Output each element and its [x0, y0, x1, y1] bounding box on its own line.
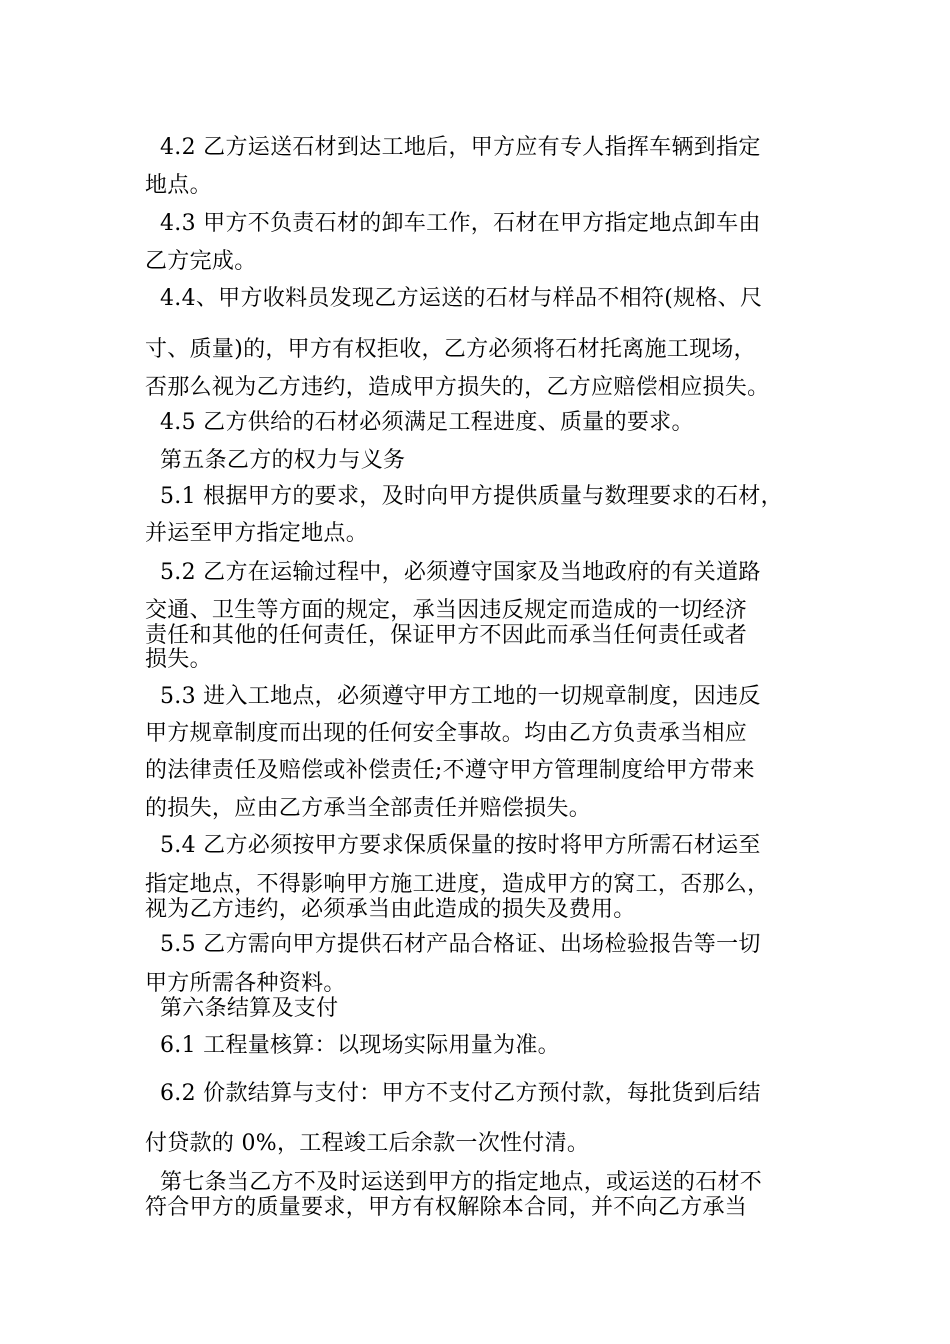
- clause-6-1-line-1: 6.1 工程量核算：以现场实际用量为准。: [160, 1033, 560, 1058]
- clause-5-2-line-3: 责任和其他的任何责任，保证甲方不因此而承当任何责任或者: [145, 623, 748, 648]
- clause-5-4-line-2: 指定地点，不得影响甲方施工进度，造成甲方的窝工，否那么，: [145, 872, 770, 897]
- clause-4-3-line-2: 乙方完成。: [145, 249, 257, 274]
- clause-5-3-line-4: 的损失，应由乙方承当全部责任并赔偿损失。: [145, 796, 592, 821]
- clause-5-2-line-4: 损失。: [145, 647, 212, 672]
- clause-5-3-line-1: 5.3 进入工地点，必须遵守甲方工地的一切规章制度，因违反: [160, 684, 761, 709]
- clause-5-1-line-1: 5.1 根据甲方的要求，及时向甲方提供质量与数理要求的石材，: [160, 484, 783, 509]
- section-7-line-2: 符合甲方的质量要求，甲方有权解除本合同，并不向乙方承当: [145, 1195, 748, 1220]
- clause-5-1-line-2: 并运至甲方指定地点。: [145, 521, 369, 546]
- clause-5-3-line-2: 甲方规章制度而出现的任何安全事故。均由乙方负责承当相应: [145, 721, 748, 746]
- section-6-heading: 第六条结算及支付: [160, 996, 339, 1021]
- clause-4-3-line-1: 4.3 甲方不负责石材的卸车工作，石材在甲方指定地点卸车由: [160, 211, 761, 236]
- clause-4-2-line-2: 地点。: [145, 173, 212, 198]
- clause-5-2-line-1: 5.2 乙方在运输过程中，必须遵守国家及当地政府的有关道路: [160, 560, 761, 585]
- clause-4-4-line-3: 否那么视为乙方违约，造成甲方损失的，乙方应赔偿相应损失。: [145, 375, 770, 400]
- clause-5-5-line-2: 甲方所需各种资料。: [145, 971, 346, 996]
- clause-4-5-line-1: 4.5 乙方供给的石材必须满足工程进度、质量的要求。: [160, 410, 694, 435]
- clause-4-4-line-2: 寸、质量)的，甲方有权拒收，乙方必须将石材托离施工现场，: [145, 337, 756, 362]
- clause-6-2-line-2: 付贷款的 0%，工程竣工后余款一次性付清。: [145, 1131, 590, 1156]
- clause-5-4-line-1: 5.4 乙方必须按甲方要求保质保量的按时将甲方所需石材运至: [160, 833, 761, 858]
- clause-5-2-line-2: 交通、卫生等方面的规定，承当因违反规定而造成的一切经济: [145, 598, 748, 623]
- clause-5-4-line-3: 视为乙方违约，必须承当由此造成的损失及费用。: [145, 897, 636, 922]
- section-7-line-1: 第七条当乙方不及时运送到甲方的指定地点，或运送的石材不: [160, 1170, 763, 1195]
- clause-5-3-line-3: 的法律责任及赔偿或补偿责任;不遵守甲方管理制度给甲方带来: [145, 758, 755, 783]
- clause-5-5-line-1: 5.5 乙方需向甲方提供石材产品合格证、出场检验报告等一切: [160, 932, 761, 957]
- clause-6-2-line-1: 6.2 价款结算与支付：甲方不支付乙方预付款，每批货到后结: [160, 1081, 761, 1106]
- clause-4-4-line-1: 4.4、甲方收料员发现乙方运送的石材与样品不相符(规格、尺: [160, 286, 763, 311]
- clause-4-2-line-1: 4.2 乙方运送石材到达工地后，甲方应有专人指挥车辆到指定: [160, 135, 761, 160]
- section-5-heading: 第五条乙方的权力与义务: [160, 448, 406, 473]
